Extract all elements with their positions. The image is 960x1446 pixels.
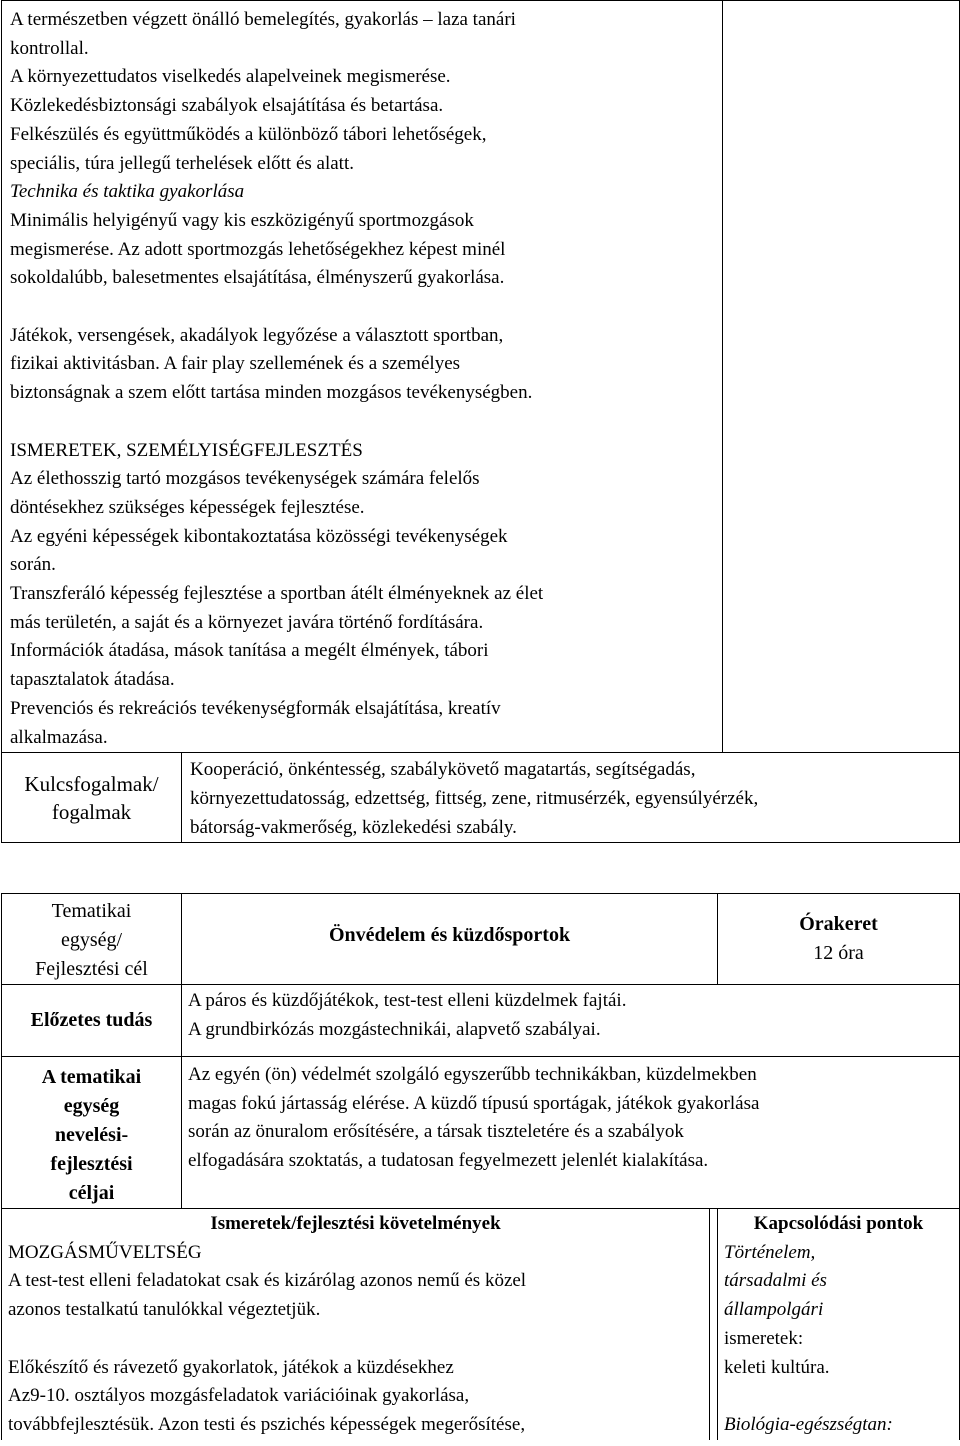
- upper-line: Prevenciós és rekreációs tevékenységformák elsajátítása, kreatív: [10, 697, 501, 719]
- requirements-line: [8, 1325, 703, 1354]
- unit-label-line: Tematikai: [51, 900, 132, 922]
- requirements-cell: [2, 1209, 710, 1440]
- upper-line: A természetben végzett önálló bemelegítés, gyakorlás – laza tanári: [10, 9, 516, 30]
- upper-line: alkalmazása.: [10, 726, 108, 748]
- requirements-line: A test-test elleni feladatokat csak és kizárólag azonos nemű és közel: [8, 1270, 527, 1292]
- requirements-line: Az9-10. osztályos mozgásfeladatok variációinak gyakorlása,: [8, 1385, 470, 1407]
- goals-label-line: egység: [63, 1095, 120, 1117]
- upper-empty-cell: [723, 1, 960, 753]
- upper-line: Az élethosszig tartó mozgásos tevékenységek számára felelős: [10, 468, 480, 490]
- goals-label-line: fejlesztési: [50, 1153, 133, 1175]
- requirements-line: MOZGÁSMŰVELTSÉG: [8, 1241, 202, 1263]
- upper-line: Játékok, versengések, akadályok legyőzése a választott sportban,: [10, 324, 504, 346]
- requirements-line: azonos testalkatú tanulókkal végeztetjük.: [8, 1299, 321, 1321]
- key-concepts-label: [2, 753, 182, 843]
- prior-knowledge-line: A grundbirkózás mozgástechnikái, alapvető szabályai.: [188, 1018, 601, 1040]
- hours-value: 12 óra: [813, 942, 864, 964]
- hours-label: Órakeret: [799, 913, 878, 935]
- prior-knowledge-line: A páros és küzdőjátékok, test-test elleni küzdelmek fajtái.: [188, 990, 627, 1011]
- key-concepts-line: Kooperáció, önkéntesség, szabálykövető magatartás, segítségadás,: [190, 759, 696, 781]
- upper-text-block: [10, 6, 714, 752]
- upper-line: megismerése. Az adott sportmozgás lehetőségekhez képest minél: [10, 238, 506, 260]
- upper-line: Közlekedésbiztonsági szabályok elsajátítása és betartása.: [10, 95, 444, 117]
- upper-line: Technika és taktika gyakorlása: [10, 181, 245, 203]
- upper-table: [1, 0, 960, 843]
- goals-label: [2, 1057, 182, 1209]
- unit-label: [2, 894, 182, 985]
- unit-title: Önvédelem és küzdősportok: [182, 894, 718, 985]
- connections-cell: [718, 1209, 960, 1440]
- requirements-text: [8, 1239, 703, 1440]
- upper-line: biztonságnak a szem előtt tartása minden mozgásos tevékenységben.: [10, 382, 533, 404]
- upper-line: Az egyéni képességek kibontakoztatása közösségi tevékenységek: [10, 525, 508, 547]
- prior-knowledge-label: Előzetes tudás: [2, 985, 182, 1057]
- key-concepts-line: környezettudatosság, edzettség, fittség, zene, ritmusérzék, egyensúlyérzék,: [190, 787, 759, 809]
- upper-line: Transzferáló képesség fejlesztése a sportban átélt élményeknek az élet: [10, 583, 544, 605]
- upper-line: sokoldalúbb, balesetmentes elsajátítása, élményszerű gyakorlása.: [10, 267, 505, 289]
- goals-label-line: nevelési-: [54, 1124, 129, 1146]
- upper-line: fizikai aktivitásban. A fair play szellemének és a személyes: [10, 353, 461, 375]
- key-concepts-label-line: fogalmak: [51, 799, 132, 824]
- connections-header: Kapcsolódási pontok: [753, 1213, 924, 1234]
- goals-line: során az önuralom erősítésére, a társak tiszteletére és a szabályok: [188, 1121, 684, 1143]
- connections-line: Történelem,: [724, 1241, 816, 1263]
- upper-line: más területén, a saját és a környezet javára történő fordítására.: [10, 611, 484, 633]
- upper-line: során.: [10, 554, 56, 576]
- goals-label-line: céljai: [68, 1182, 115, 1204]
- hours-cell: [718, 894, 960, 985]
- goals-line: magas fokú jártasság elérése. A küzdő típusú sportágak, játékok gyakorlása: [188, 1092, 760, 1114]
- goals-text: [182, 1057, 960, 1209]
- prior-knowledge-text: [182, 985, 960, 1057]
- connections-text: [724, 1239, 953, 1440]
- requirements-line: továbbfejlesztésük. Azon testi és pszichés képességek megerősítése,: [8, 1413, 526, 1435]
- connections-line: ismeretek:: [724, 1327, 804, 1349]
- upper-line: A környezettudatos viselkedés alapelveinek megismerése.: [10, 66, 451, 88]
- unit-table: [1, 893, 960, 1440]
- key-concepts-line: bátorság-vakmerőség, közlekedési szabály.: [190, 816, 517, 838]
- connections-line: állampolgári: [724, 1299, 824, 1321]
- upper-line: döntésekhez szükséges képességek fejlesztése.: [10, 496, 365, 518]
- requirements-line: Előkészítő és rávezető gyakorlatok, játékok a küzdésekhez: [8, 1356, 454, 1378]
- upper-line: kontrollal.: [10, 37, 89, 59]
- goals-line: Az egyén (ön) védelmét szolgáló egyszerűbb technikákban, küzdelmekben: [188, 1064, 757, 1085]
- spacer-cell: [710, 1209, 718, 1440]
- upper-line: Felkészülés és együttműködés a különböző tábori lehetőségek,: [10, 123, 487, 145]
- unit-label-line: Fejlesztési cél: [35, 958, 148, 980]
- upper-content-cell: [2, 1, 723, 753]
- upper-line: Minimális helyigényű vagy kis eszközigényű sportmozgások: [10, 209, 474, 231]
- upper-line: [10, 293, 714, 322]
- goals-label-line: A tematikai: [41, 1066, 142, 1088]
- upper-line: Információk átadása, mások tanítása a megélt élmények, tábori: [10, 640, 489, 662]
- connections-line: keleti kultúra.: [724, 1356, 830, 1378]
- upper-line: speciális, túra jellegű terhelések előtt és alatt.: [10, 152, 354, 174]
- goals-line: elfogadására szoktatás, a tudatosan fegyelmezett jelenlét kialakítása.: [188, 1150, 709, 1172]
- connections-line: [724, 1382, 953, 1411]
- upper-line: ISMERETEK, SZEMÉLYISÉGFEJLESZTÉS: [10, 439, 363, 461]
- upper-line: tapasztalatok átadása.: [10, 669, 175, 691]
- requirements-header: Ismeretek/fejlesztési követelmények: [210, 1213, 501, 1234]
- unit-label-line: egység/: [60, 929, 123, 951]
- connections-line: Biológia-egészségtan:: [724, 1413, 893, 1435]
- connections-line: társadalmi és: [724, 1270, 827, 1292]
- key-concepts-label-line: Kulcsfogalmak/: [24, 771, 159, 796]
- upper-line: [10, 408, 714, 437]
- key-concepts-text: [182, 753, 960, 843]
